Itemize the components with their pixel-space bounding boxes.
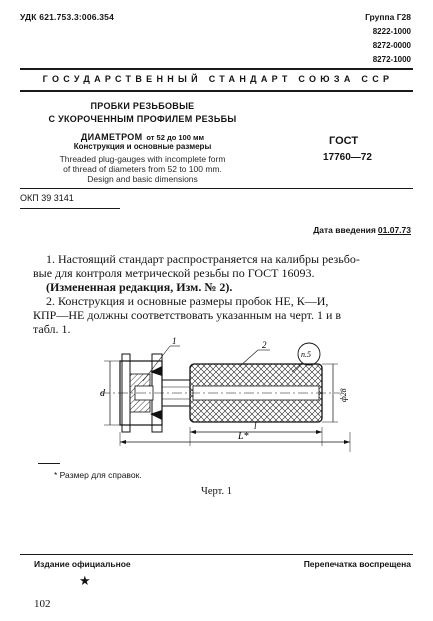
- paragraph-2-line: 2. Конструкция и основные размеры пробок НЕ, К—И,: [46, 294, 329, 308]
- official-edition: Издание официальное: [34, 559, 131, 569]
- gost-label: ГОСТ: [329, 135, 359, 147]
- footnote: * Размер для справок.: [54, 470, 142, 480]
- title-line: С УКОРОЧЕННЫМ ПРОФИЛЕМ РЕЗЬБЫ: [48, 114, 237, 124]
- dimension-label-d: d: [100, 388, 105, 399]
- footer-rule: [20, 554, 413, 555]
- gost-number: 17760—72: [323, 152, 372, 163]
- paragraph-2-line: табл. 1.: [33, 322, 71, 336]
- english-title-line: Design and basic dimensions: [87, 174, 198, 184]
- english-title-line: Threaded plug-gauges with incomplete form: [59, 154, 226, 164]
- divider: [20, 208, 120, 209]
- divider: [20, 188, 413, 189]
- callout-label-2: 2: [262, 340, 267, 350]
- paragraph-1-line: 1. Настоящий стандарт распространяется на калибры резьбо-: [46, 252, 360, 266]
- paragraph-2-line: КПР—НЕ должны соответствовать указанным на черт. 1 и в: [33, 308, 342, 322]
- effective-date: [313, 225, 411, 235]
- effective-date-label: Дата введения: [313, 225, 376, 235]
- callout-leader-1: [143, 346, 170, 381]
- surface-note-label: п.5: [301, 350, 311, 359]
- group-label: Группа Г28: [365, 12, 411, 22]
- udk-code: УДК 621.753.3:006.354: [20, 12, 115, 22]
- page-number: 102: [34, 598, 51, 610]
- english-title-line: of thread of diameters from 52 to 100 mm.: [63, 164, 222, 174]
- figure-caption: Черт. 1: [201, 486, 232, 497]
- title-range: от 52 до 100 мм: [146, 133, 205, 142]
- callout-label-1: 1: [172, 336, 177, 346]
- dimension-label-phi: ф28: [339, 388, 348, 402]
- technical-drawing: [0, 336, 433, 458]
- header-rule: [20, 90, 413, 92]
- state-standard-banner: ГОСУДАРСТВЕННЫЙ СТАНДАРТ СОЮЗА ССР: [42, 74, 394, 84]
- reprint-notice: Перепечатка воспрещена: [303, 559, 411, 569]
- effective-date-value: 01.07.73: [377, 225, 411, 235]
- classification-code: 8222-1000: [372, 27, 411, 36]
- title-line: ПРОБКИ РЕЗЬБОВЫЕ: [90, 101, 195, 111]
- title-subtitle: Конструкция и основные размеры: [73, 142, 212, 151]
- star-icon: ★: [79, 574, 91, 589]
- title-line: ДИАМЕТРОМ: [80, 132, 143, 142]
- classification-code: 8272-0000: [372, 41, 411, 50]
- classification-code: 8272-1000: [372, 55, 411, 64]
- paragraph-1-line: вые для контроля метрической резьбы по ГОСТ 16093.: [33, 266, 315, 280]
- dimension-label-l: l: [254, 421, 257, 431]
- footnote-rule: [38, 463, 60, 464]
- dimension-label-L: L*: [238, 431, 249, 442]
- okp-code: ОКП 39 3141: [20, 193, 74, 203]
- header-rule: [20, 68, 413, 70]
- amendment-note: (Измененная редакция, Изм. № 2).: [46, 280, 233, 294]
